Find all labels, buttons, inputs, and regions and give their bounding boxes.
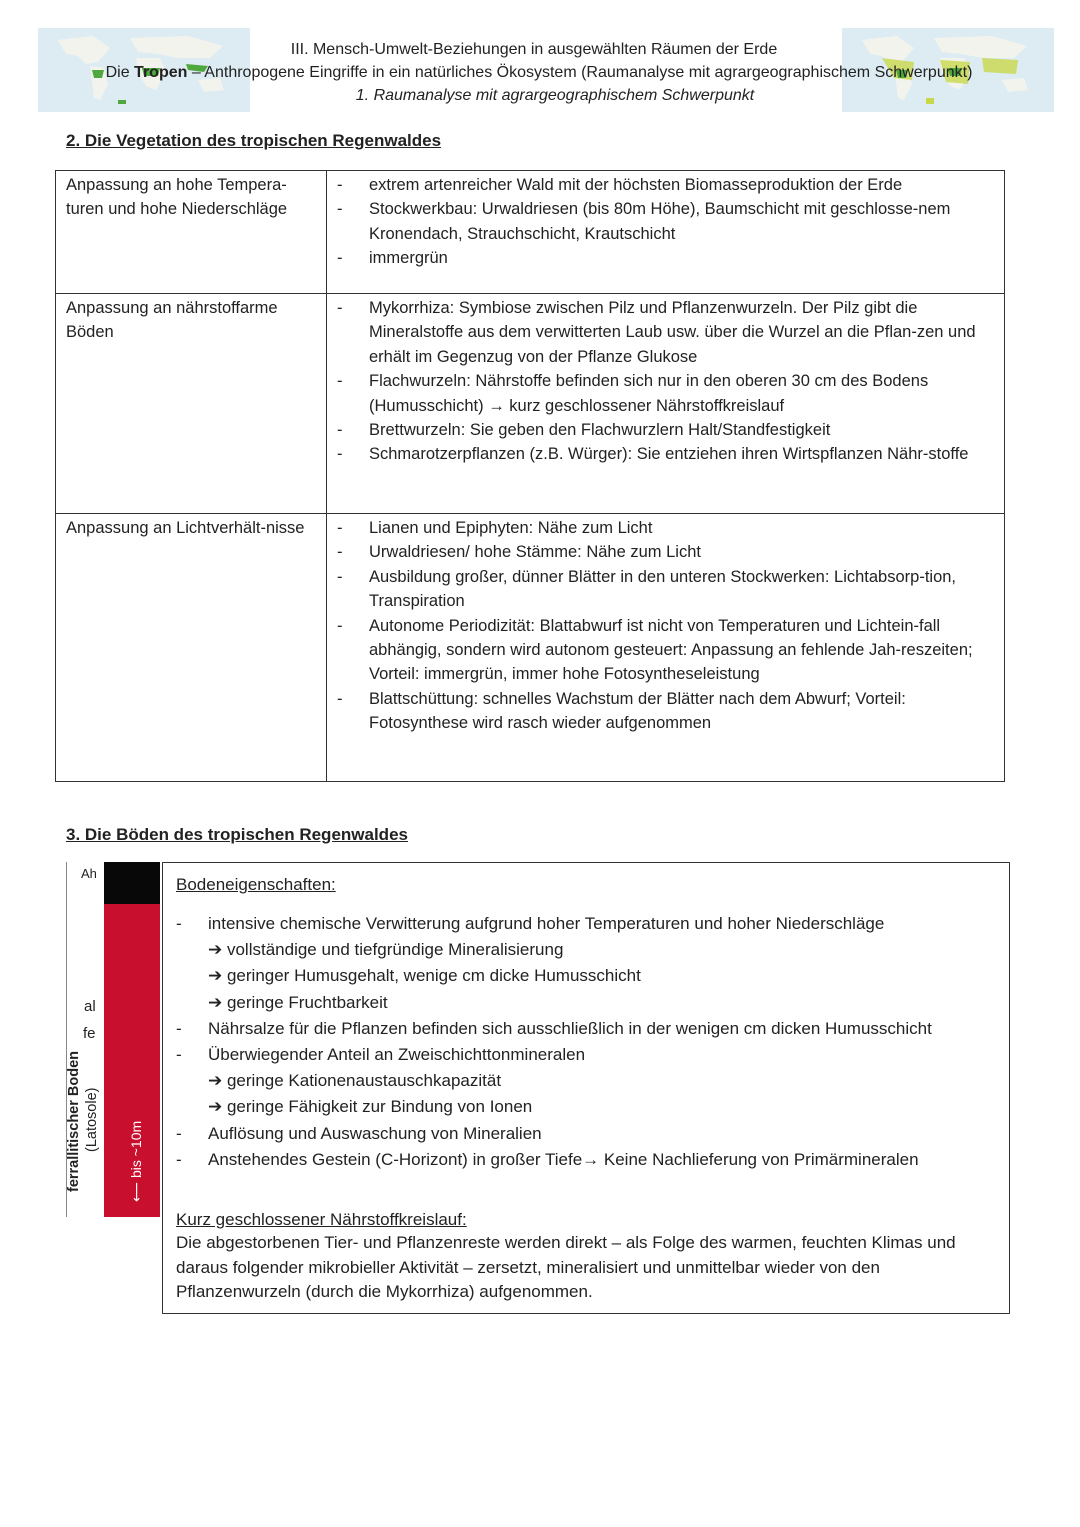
list-item: - Nährsalze für die Pflanzen befinden sich ausschließlich in der wenigen cm dicken Humusschicht — [176, 1018, 932, 1038]
horizon-label-ah: Ah — [81, 866, 97, 881]
horizon-label-al: al — [84, 998, 96, 1015]
row-content — [327, 171, 1005, 294]
row-label: Anpassung an nährstoffarme Böden — [56, 294, 327, 514]
list-item: - Schmarotzerpflanzen (z.B. Würger): Sie entziehen ihren Wirtspflanzen Nähr-stoffe — [337, 442, 994, 466]
table-row — [56, 514, 1005, 782]
humus-horizon — [104, 862, 160, 904]
list-item: - Autonome Periodizität: Blattabwurf ist nicht von Temperaturen und Lichtein-fall abhängig, sondern wird autonom gesteuert: Anpassung an fehlende Jah-reszeiten; Vorteil: immergrün, immer hohe Fotosyntheseleistung — [337, 614, 994, 687]
vegetation-section-title: 2. Die Vegetation des tropischen Regenwaldes — [66, 131, 442, 150]
vegetation-table — [55, 170, 1005, 782]
depth-text: bis ~10m — [128, 1120, 144, 1179]
arrow-icon: ➔ — [208, 1071, 227, 1091]
arrow-item: ➔ geringe Kationenaustauschkapazität — [208, 1071, 502, 1091]
arrow-icon: ➔ — [208, 992, 227, 1012]
arrow-icon: ➔ — [208, 940, 227, 960]
arrow-item: ➔ geringe Fruchtbarkeit — [208, 992, 388, 1012]
arrow-item: ➔ geringer Humusgehalt, wenige cm dicke Humusschicht — [208, 966, 641, 986]
list-item: - extrem artenreicher Wald mit der höchsten Biomasseproduktion der Erde — [337, 173, 994, 197]
header-subtitle — [0, 63, 1079, 83]
row-label: Anpassung an hohe Tempera-turen und hohe Niederschläge — [56, 171, 327, 294]
list-item: - intensive chemische Verwitterung aufgrund hoher Temperaturen und hoher Niederschläge — [176, 914, 885, 933]
header-title: III. Mensch-Umwelt-Beziehungen in ausgewählten Räumen der Erde — [290, 41, 778, 58]
soil-properties-heading: Bodeneigenschaften: — [176, 875, 336, 894]
header-section-line: 1. Raumanalyse mit agrargeographischem Schwerpunkt — [355, 87, 755, 104]
soil-profile — [66, 862, 160, 1217]
header-tropics-word: Tropen — [134, 64, 188, 81]
horizon-label-fe: fe — [83, 1025, 96, 1042]
list-item: - Mykorrhiza: Symbiose zwischen Pilz und Pflanzenwurzeln. Der Pilz gibt die Mineralstoffe aus dem verwitterten Laub usw. über die Wurzel an die Pflan-zen und erhält im Gegenzug von der Pflanze Glukose — [337, 296, 994, 369]
list-item: - Flachwurzeln: Nährstoffe befinden sich nur in den oberen 30 cm des Bodens (Humusschicht) → kurz geschlossener Nährstoffkreislauf — [337, 369, 994, 418]
arrow-icon: ➔ — [208, 966, 227, 986]
nutrient-cycle-text: Die abgestorbenen Tier- und Pflanzenreste werden direkt – als Folge des warmen, feuchten Klimas und daraus folgender mikrobieller Aktivität – zersetzt, mineralisiert und unmittelbar wieder von den Pflanzenwurzeln (durch die Mykorrhiza) aufgenommen. — [176, 1233, 956, 1301]
soil-properties-box — [162, 862, 1010, 1314]
list-item: - Auflösung und Auswaschung von Mineralien — [176, 1123, 542, 1143]
table-row — [56, 294, 1005, 514]
soil-section-title: 3. Die Böden des tropischen Regenwaldes — [66, 825, 408, 844]
list-item: - Überwiegender Anteil an Zweischichttonmineralen — [176, 1045, 586, 1065]
row-content — [327, 294, 1005, 514]
list-item: - Urwaldriesen/ hohe Stämme: Nähe zum Licht — [337, 540, 994, 564]
table-row — [56, 171, 1005, 294]
row-content — [327, 514, 1005, 782]
soil-type-label: ferrallitischer Boden — [66, 1050, 82, 1192]
list-item: - Lianen und Epiphyten: Nähe zum Licht — [337, 516, 994, 540]
arrow-icon: ➔ — [208, 1097, 227, 1117]
soil-properties-list — [176, 911, 999, 1173]
depth-arrow-icon: ⟵ — [128, 1178, 144, 1202]
header-subtitle-rest: – Anthropogene Eingriffe in ein natürliches Ökosystem (Raumanalyse mit agrargeographischem Schwerpunkt) — [187, 64, 973, 81]
row-label: Anpassung an Lichtverhält-nisse — [56, 514, 327, 782]
depth-label — [128, 1121, 145, 1202]
arrow-item: ➔ vollständige und tiefgründige Mineralisierung — [208, 940, 564, 960]
list-item: - Blattschüttung: schnelles Wachstum der Blätter nach dem Abwurf; Vorteil: Fotosynthese wird rasch wieder aufgenommen — [337, 687, 994, 736]
list-item: - immergrün — [337, 246, 994, 270]
list-item: - Ausbildung großer, dünner Blätter in den unteren Stockwerken: Lichtabsorp-tion, Transpiration — [337, 565, 994, 614]
arrow-item: ➔ geringe Fähigkeit zur Bindung von Ionen — [208, 1097, 533, 1117]
list-item: - Brettwurzeln: Sie geben den Flachwurzlern Halt/Standfestigkeit — [337, 418, 994, 442]
soil-type-sublabel: (Latosole) — [84, 1087, 100, 1152]
header-subtitle-prefix: Die — [105, 64, 135, 81]
nutrient-cycle-heading: Kurz geschlossener Nährstoffkreislauf: — [176, 1210, 467, 1229]
list-item: - Stockwerkbau: Urwaldriesen (bis 80m Höhe), Baumschicht mit geschlosse-nem Kronendach, Strauchschicht, Krautschicht — [337, 197, 994, 246]
list-item: - Anstehendes Gestein (C-Horizont) in großer Tiefe→ Keine Nachlieferung von Primärmineralen — [176, 1149, 919, 1169]
